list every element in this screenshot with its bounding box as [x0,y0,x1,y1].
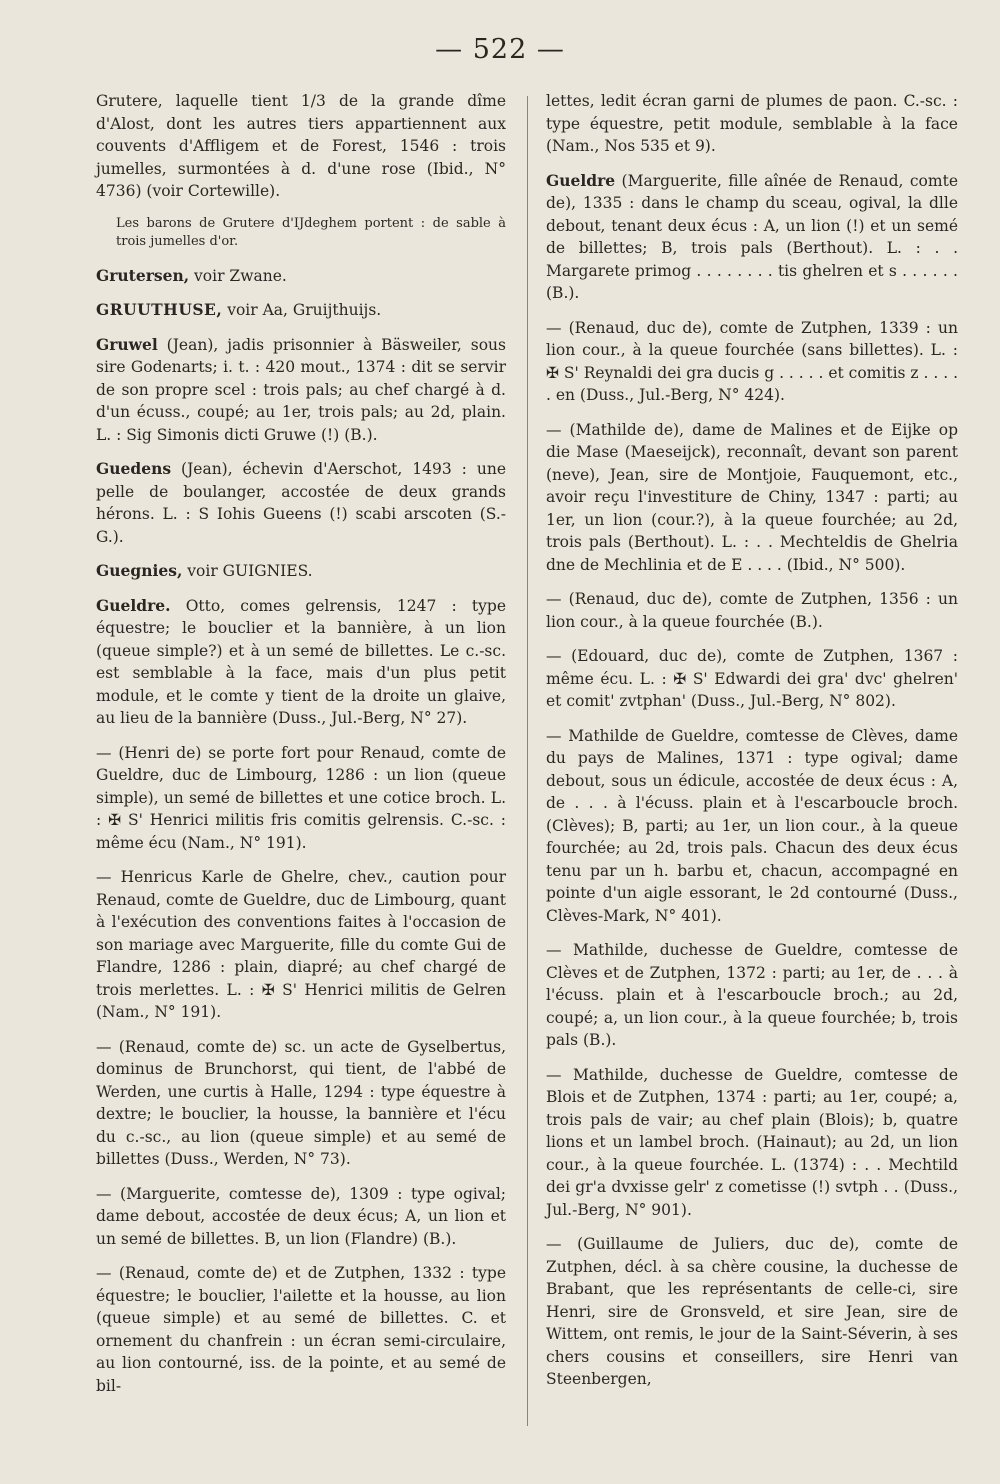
entry-text: (Jean), jadis prisonnier à Bäsweiler, sous sire Godenarts; i. t. : 420 mout., 1374 : dit se servir de son propre scel : trois pals; au chef chargé à d. d'un écuss., coupé; au 1er, trois pals; au 2d, plain. L. : Sig Simonis dicti Gruwe (!) (B.). [96,335,506,444]
entry-head: Gueldre [546,170,616,190]
entry-head: GRUUTHUSE, [96,300,223,319]
entry [96,1183,506,1251]
entry-text: (Jean), échevin d'Aerschot, 1493 : une pelle de boulanger, accostée de deux grands hérons. L. : S Iohis Gueens (!) scabi arscoten (S.-G.). [96,460,506,546]
entry-head: Gruwel [96,334,158,354]
entry-text: — (Marguerite, comtesse de), 1309 : type ogival; dame debout, accostée de deux écus; A, un lion et un semé de billettes. B, un lion (Flandre) (B.). [96,1184,506,1248]
entry-text: — (Renaud, comte de) et de Zutphen, 1332 : type équestre; le bouclier, l'ailette et la housse, au lion (queue simple) et au semé de billettes. C. et ornement du chanfrein : un écran semi-circulaire, au lion contourné, iss. de la pointe, et au semé de bil- [96,1264,506,1395]
right-column [546,90,958,1403]
entry-head: Gueldre. [96,595,171,615]
entry-text: — Mathilde, duchesse de Gueldre, comtesse de Blois et de Zutphen, 1374 : parti; au 1er, coupé; a, trois pals de vair; au chef plain (Blois); b, quatre lions et un lambel broch. (Hainaut); au 2d, un lion cour., à la queue fourchée. L. (1374) : . . Mechtild dei gr'a dvxisse gelr' z cometisse (!) svtph . . (Duss., Jul.-Berg, N° 901). [546,1065,958,1219]
entry-text: — Henricus Karle de Ghelre, chev., caution pour Renaud, comte de Gueldre, duc de Limbourg, quant à l'exécution des conventions faites à l'occasion de son mariage avec Marguerite, fille du comte Gui de Flandre, 1286 : plain, diapré; au chef chargé de trois merlettes. L. : ✠ S' Henrici militis de Gelren (Nam., N° 191). [96,868,506,1021]
entry [96,299,506,322]
entry-text: voir GUIGNIES. [182,562,313,580]
entry [546,939,958,1052]
entry [546,170,958,305]
entry [96,334,506,447]
entry-text: Les barons de Grutere d'IJdeghem portent : de sable à trois jumelles d'or. [116,215,506,249]
entry-text: Otto, comes gelrensis, 1247 : type équestre; le bouclier et la bannière, à un lion (queue simple?) et à un semé de billettes. Le c.-sc. est semblable à la face, mais d'un plus petit module, et le comte y tient de la droite un glaive, au lieu de la bannière (Duss., Jul.-Berg, N° 27). [96,596,506,727]
entry-text: — (Mathilde de), dame de Malines et de Eijke op die Mase (Maeseijck), reconnaît, devant son parent (neve), Jean, sire de Montjoie, Fauquemont, etc., avoir reçu l'investiture de Chiny, 1347 : parti; au 1er, un lion (cour.?), à la queue fourchée; au 2d, trois pals (Berthout). L. : . . Mechteldis de Ghelria dne de Mechlinia et de E . . . . (Ibid., N° 500). [546,420,958,574]
entry-text: voir Zwane. [189,266,287,285]
entry [546,588,958,633]
entry-text: lettes, ledit écran garni de plumes de paon. C.-sc. : type équestre, petit module, semblable à la face (Nam., Nos 535 et 9). [546,92,958,155]
entry-text: — Mathilde de Gueldre, comtesse de Clèves, dame du pays de Malines, 1371 : type ogival; dame debout, sous un édicule, accostée de deux écus : A, de . . . à l'écuss. plain et à l'escarboucle broch. (Clèves); B, parti; au 1er, un lion cour., à la queue fourchée; au 2d, trois pals. Chacun des deux écus tenu par un h. barbu et, chacun, accompagné en pointe d'un aigle essorant, le 2d contourné (Duss., Clèves-Mark, N° 401). [546,726,958,925]
left-column [96,90,506,1409]
note [96,215,506,251]
entry-text: — (Renaud, duc de), comte de Zutphen, 1356 : un lion cour., à la queue fourchée (B.). [546,590,958,631]
entry [96,90,506,203]
entry-text: — (Renaud, comte de) sc. un acte de Gyselbertus, dominus de Brunchorst, qui tient, de l'abbé de Werden, une curtis à Halle, 1294 : type équestre à dextre; le bouclier, la housse, la bannière et l'écu du c.-sc., au lion (queue simple) et au semé de billettes (Duss., Werden, N° 73). [96,1037,506,1168]
entry-text: — (Renaud, duc de), comte de Zutphen, 1339 : un lion cour., à la queue fourchée (sans billettes). L. : ✠ S' Reynaldi dei gra ducis g . . . . . et comitis z . . . . . en (Duss., Jul.-Berg, N° 424). [546,318,958,404]
entry [546,1064,958,1222]
entry [546,317,958,407]
entry-text: (Marguerite, fille aînée de Renaud, comte de), 1335 : dans le champ du sceau, ogival, la dlle debout, tenant deux écus : A, un lion (!) et un semé de billettes; B, trois pals (Berthout). L. : . . Margarete primog . . . . . . . . tis ghelren et s . . . . . . (B.). [546,171,958,302]
entry [96,866,506,1024]
entry [546,645,958,713]
entry-text: — (Henri de) se porte fort pour Renaud, comte de Gueldre, duc de Limbourg, 1286 : un lion (queue simple), un semé de billettes et une cotice broch. L. : ✠ S' Henrici militis fris comitis gelrensis. C.-sc. : même écu (Nam., N° 191). [96,743,506,852]
page-number: — 522 — [435,34,565,65]
entry [96,458,506,548]
entry [96,265,506,288]
entry [546,725,958,928]
entry-text: — (Edouard, duc de), comte de Zutphen, 1367 : même écu. L. : ✠ S' Edwardi dei gra' dvc' ghelren' et comit' zvtphan' (Duss., Jul.-Berg, N° 802). [546,647,958,710]
entry [96,560,506,583]
entry-text: — Mathilde, duchesse de Gueldre, comtesse de Clèves et de Zutphen, 1372 : parti; au 1er, de . . . à l'écuss. plain et à l'escarboucle broch.; au 2d, coupé; a, un lion cour., à la queue fourchée; b, trois pals (B.). [546,941,958,1049]
entry [96,1036,506,1171]
entry-head: Guedens [96,459,172,478]
entry [546,1233,958,1391]
entry-text: voir Aa, Gruijthuijs. [222,301,382,319]
entry-text: Grutere, laquelle tient 1/3 de la grande dîme d'Alost, dont les autres tiers appartiennent aux couvents d'Affligem et de Forest, 1546 : trois jumelles, surmontées à d. d'une rose (Ibid., N° 4736) (voir Cortewille). [96,92,506,200]
entry [96,742,506,855]
entry [96,595,506,730]
entry [546,90,958,158]
entry-text: — (Guillaume de Juliers, duc de), comte de Zutphen, décl. à sa chère cousine, la duchesse de Brabant, que les représentants de celle-ci, sire Henri, sire de Gronsveld, et sire Jean, sire de Wittem, ont remis, le jour de la Saint-Séverin, à ses chers cousins et conseillers, sire Henri van Steenbergen, [546,1235,958,1388]
entry-head: Grutersen, [96,265,190,285]
entry [96,1262,506,1397]
column-divider [527,96,528,1426]
entry [546,419,958,577]
entry-head: Guegnies, [96,561,183,580]
